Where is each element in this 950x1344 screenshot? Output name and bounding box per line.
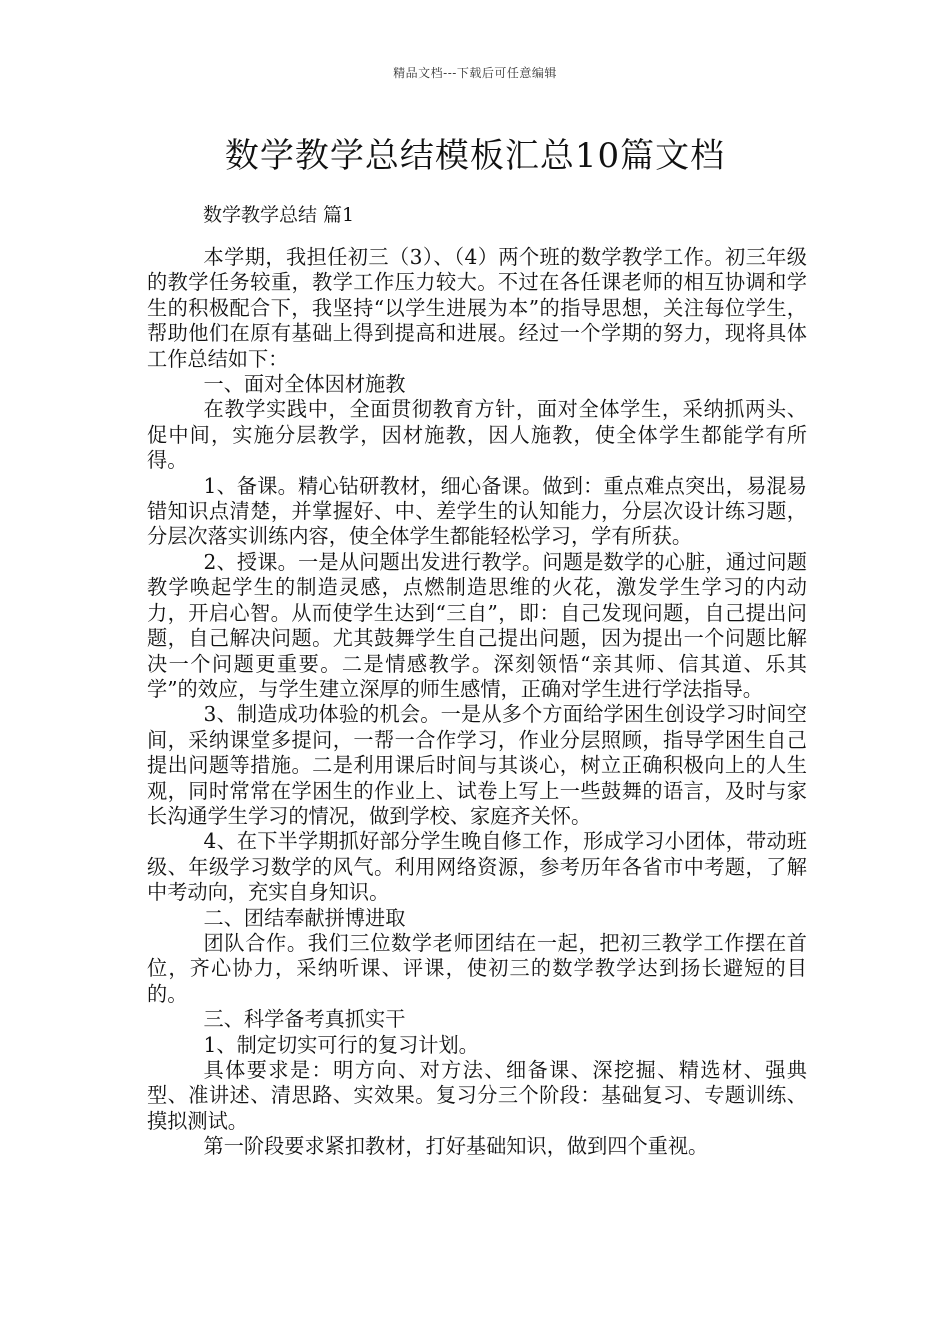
heading-3: 三、科学备考真抓实干 [203, 1007, 406, 1032]
document-title: 数学教学总结模板汇总10篇文档 [224, 136, 726, 176]
paragraph-intro: 本学期，我担任初三（3）、（4）两个班的数学教学工作。初三年级的教学任务较重，教学工作压力较大。不过在各任课老师的相互协调和学生的积极配合下，我坚持“以学生进展为本”的指导思想，关注每位学生，帮助他们在原有基础上得到提高和进展。经过一个学期的努力，现将具体工作总结如下： [147, 245, 807, 371]
section-label: 数学教学总结 篇1 [203, 204, 355, 226]
heading-2: 二、团结奉献拼博进取 [203, 905, 406, 930]
paragraph: 1、备课。精心钻研教材，细心备课。做到：重点难点突出，易混易错知识点清楚，并掌握好、中、差学生的认知能力，分层次设计练习题，分层次落实训练内容，使全体学生都能轻松学习，学有所获。 [147, 473, 807, 549]
paragraph: 团队合作。我们三位数学老师团结在一起，把初三教学工作摆在首位，齐心协力，采纳听课、评课，使初三的数学教学达到扬长避短的目的。 [147, 930, 807, 1006]
paragraph: 4、在下半学期抓好部分学生晚自修工作，形成学习小团体，带动班级、年级学习数学的风气。利用网络资源，参考历年各省市中考题，了解中考动向，充实自身知识。 [147, 829, 807, 905]
paragraph: 1、制定切实可行的复习计划。 [203, 1032, 479, 1057]
paragraph: 具体要求是：明方向、对方法、细备课、深挖掘、精选材、强典型、准讲述、清思路、实效果。复习分三个阶段：基础复习、专题训练、摸拟测试。 [147, 1058, 807, 1133]
paragraph: 2、授课。一是从问题出发进行教学。问题是数学的心脏，通过问题教学唤起学生的制造灵感，点燃制造思维的火花，激发学生学习的内动力，开启心智。从而使学生达到“三自”，即：自己发现问题，自己提出问题，自己解决问题。尤其鼓舞学生自己提出问题，因为提出一个问题比解决一个问题更重要。二是情感教学。深刻领悟“亲其师、信其道、乐其学”的效应，与学生建立深厚的师生感情，正确对学生进行学法指导。 [147, 549, 807, 701]
body-text [147, 245, 807, 1160]
heading-1: 一、面对全体因材施教 [203, 372, 406, 397]
header-note: 精品文档---下载后可任意编辑 [393, 66, 557, 80]
paragraph: 在教学实践中，全面贯彻教育方针，面对全体学生，采纳抓两头、促中间，实施分层教学，因材施教，因人施教，使全体学生都能学有所得。 [147, 397, 807, 473]
paragraph: 第一阶段要求紧扣教材，打好基础知识，做到四个重视。 [203, 1134, 709, 1159]
paragraph: 3、制造成功体验的机会。一是从多个方面给学困生创设学习时间空间，采纳课堂多提问，一帮一合作学习，作业分层照顾，指导学困生自己提出问题等措施。二是利用课后时间与其谈心，树立正确积极向上的人生观，同时常常在学困生的作业上、试卷上写上一些鼓舞的语言，及时与家长沟通学生学习的情况，做到学校、家庭齐关怀。 [147, 702, 807, 828]
